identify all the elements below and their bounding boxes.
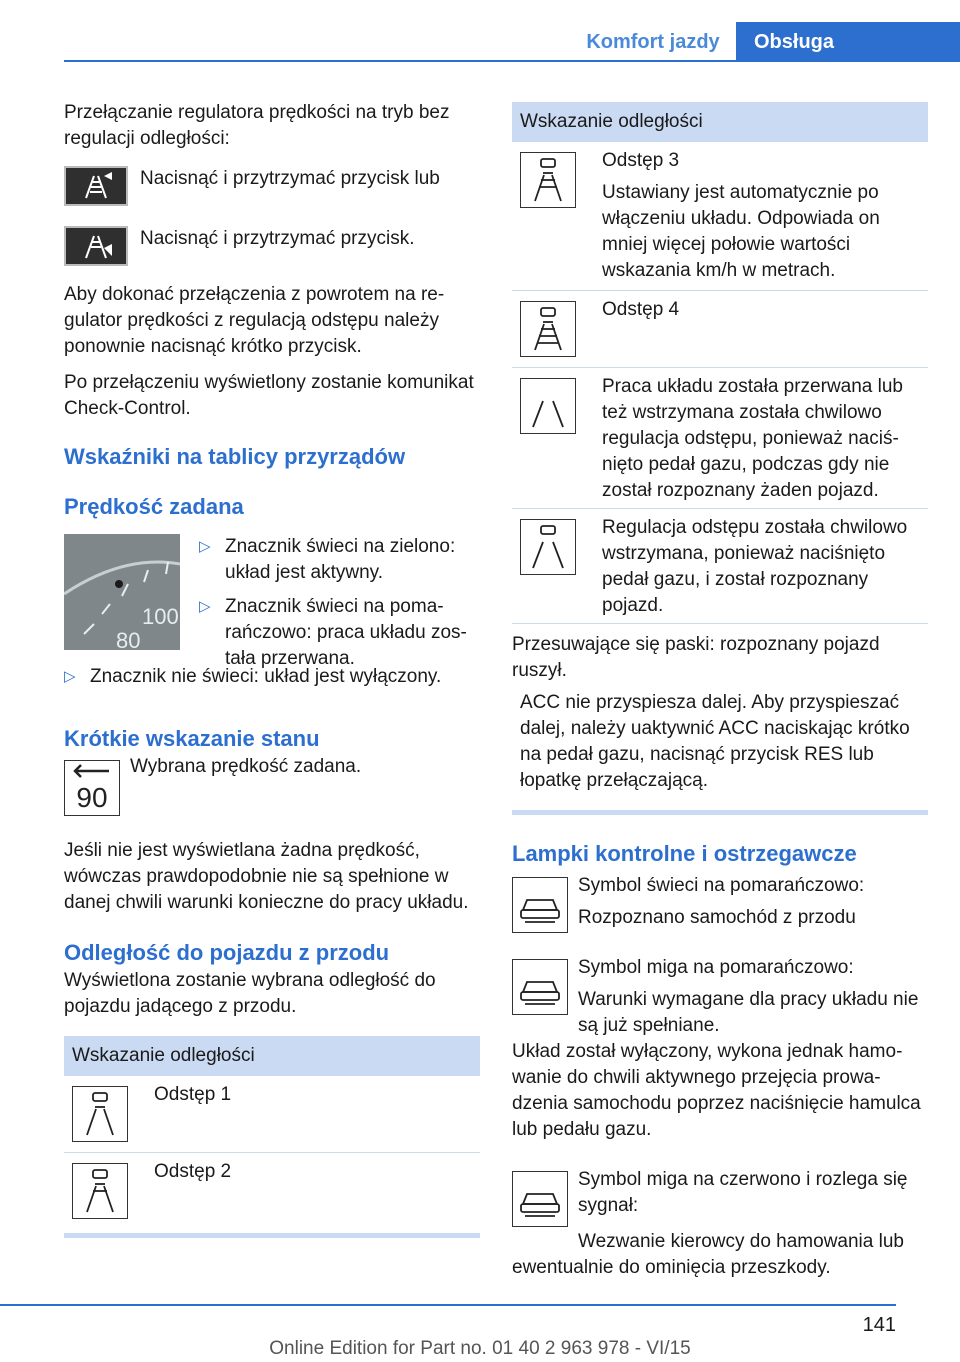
- triangle-bullet-icon: ▷: [199, 598, 211, 615]
- button-row-2: [64, 226, 480, 274]
- set-speed-value: 90: [76, 782, 108, 813]
- bullet-item: ▷ Znacznik świeci na zielono: układ jest aktywny.: [199, 536, 456, 583]
- interrupted-no-vehicle-text: Praca układu została przerwana lub też wstrzymana została chwilowo regulacja odstępu, ponieważ naciśnięto pedał gazu, podczas gdy nie został rozpoznany żaden pojazd.: [602, 376, 904, 501]
- distance-1-icon: [72, 1086, 128, 1142]
- bullet-item: ▷ Znacznik świeci na pomarańczowo: praca układu została przerwana.: [199, 596, 467, 669]
- lamp-1-text: Symbol świeci na pomarańczowo: Rozpoznano samochód z przodu: [578, 875, 865, 928]
- lamp-2-text: Symbol miga na pomarańczowo: Warunki wymagane dla pracy układu nie są już spełniane.: [578, 957, 919, 1036]
- heading-lamps: Lampki kontrolne i ostrzegawcze: [512, 841, 857, 866]
- heading-instruments: Wskaźniki na tablicy przyrządów: [64, 444, 406, 469]
- car-warning-flashing-icon: [512, 959, 568, 1015]
- acc-note-text: ACC nie przyspiesza dalej. Aby przyspieszać dalej, należy uaktywnić ACC naciskając krótko na pedał gazu, nacisnąć przycisk RES lub łopatkę przełączającą.: [520, 692, 910, 791]
- no-speed-text: Jeśli nie jest wyświetlana żadna prędkość, wówczas prawdopodobnie nie są spełnione w danej chwili warunki konieczne do pracy układu.: [64, 840, 469, 913]
- heading-speed: Prędkość zadana: [64, 494, 244, 519]
- interrupted-no-vehicle-icon: [520, 378, 576, 434]
- button-row-1: [64, 166, 480, 224]
- edition-text: Online Edition for Part no. 01 40 2 963 978 - VI/15: [269, 1338, 691, 1359]
- acc-button-icon: [64, 166, 128, 206]
- footer-rule: [0, 1304, 896, 1306]
- triangle-bullet-icon: ▷: [199, 538, 211, 555]
- intro-text: Przełączanie regulatora prędkości na tryb bez regulacji odległości:: [64, 102, 450, 149]
- acc-button-alt-icon: [64, 226, 128, 266]
- triangle-bullet-icon: ▷: [64, 668, 76, 685]
- lamp-row-1: [512, 873, 928, 949]
- table-row: [64, 1076, 480, 1153]
- distance-4-label: Odstęp 4: [602, 299, 680, 320]
- right-column: [512, 102, 928, 1281]
- car-warning-icon: [512, 877, 568, 933]
- distance-3-title: Odstęp 3: [602, 150, 680, 171]
- table-row: [512, 368, 928, 509]
- distance-1-label: Odstęp 1: [154, 1084, 232, 1105]
- distance-text: Wyświetlona zostanie wybrana odległość do pojazdu jadącego z przodu.: [64, 970, 436, 1017]
- gauge-label-100: 100: [142, 604, 179, 629]
- speed-gauge-row: [64, 534, 480, 669]
- table-notes: [512, 624, 928, 794]
- distance-table-1: [64, 1036, 480, 1238]
- table-row: [512, 142, 928, 291]
- distance-3-icon: [520, 152, 576, 208]
- press-hold-text-2: Nacisnąć i przytrzymać przycisk.: [140, 228, 415, 249]
- table-end-bar: [512, 810, 928, 815]
- switch-back-text: Aby dokonać przełączenia z powrotem na regulator prędkości z regulacją odstępu należy ponownie nacisnąć krótko przycisk.: [64, 284, 445, 357]
- distance-4-icon: [520, 301, 576, 357]
- status-text: Wybrana prędkość zadana.: [130, 756, 362, 777]
- heading-status: Krótkie wskazanie stanu: [64, 726, 320, 751]
- table-header: Wskazanie odległości: [512, 102, 928, 142]
- interrupted-vehicle-text: Regulacja odstępu została chwilowo wstrzymana, ponieważ naciśnięto pedał gazu, i został rozpoznany pojazd.: [602, 517, 908, 616]
- distance-2-icon: [72, 1163, 128, 1219]
- header-chapter: Obsługa: [736, 22, 960, 62]
- table-row: [64, 1153, 480, 1229]
- distance-3-cell: [602, 148, 928, 284]
- lamp-3-text: Symbol miga na czerwono i rozlega się sygnał:: [578, 1169, 908, 1216]
- moving-bars-text: Przesuwające się paski: rozpoznany pojazd ruszył.: [512, 634, 880, 681]
- lamp-row-2: [512, 955, 928, 1039]
- status-row: [64, 754, 480, 820]
- speed-bullets-top: [199, 534, 480, 672]
- distance-2-label: Odstęp 2: [154, 1161, 232, 1182]
- table-row: [512, 291, 928, 368]
- lamp-2-extra-text: Układ został wyłączony, wykona jednak hamowanie do chwili aktywnego przejęcia prowadzenia samochodu poprzez naciśnięcie hamulca lub pedału gazu.: [512, 1041, 921, 1140]
- after-switch-text: Po przełączeniu wyświetlony zostanie komunikat Check-Control.: [64, 372, 474, 419]
- page-number: 141: [862, 1314, 896, 1336]
- press-hold-text: Nacisnąć i przytrzymać przycisk lub: [140, 168, 440, 189]
- left-column: [64, 100, 480, 1238]
- table-row: [512, 509, 928, 624]
- lamp-row-3: [512, 1167, 928, 1227]
- speedometer-image: [64, 534, 180, 653]
- car-collision-warning-icon: [512, 1171, 568, 1227]
- gauge-label-80: 80: [116, 628, 141, 653]
- table-end-bar: [64, 1233, 480, 1238]
- table-header: Wskazanie odległości: [64, 1036, 480, 1076]
- interrupted-vehicle-icon: [520, 519, 576, 575]
- header-section: Komfort jazdy: [586, 31, 720, 53]
- lamp-3-extra-text: Wezwanie kierowcy do hamowania lub ewentualnie do ominięcia przeszkody.: [512, 1231, 904, 1278]
- header-rule: [64, 60, 960, 62]
- distance-3-text: Ustawiany jest automatycznie po włączeniu układu. Odpowiada on mniej więcej połowie wartości wskazania km/h w metrach.: [602, 182, 880, 281]
- bullet-item: ▷ Znacznik nie świeci: układ jest wyłączony.: [64, 664, 480, 690]
- heading-distance: Odległość do pojazdu z przodu: [64, 940, 390, 965]
- set-speed-icon: [64, 760, 120, 816]
